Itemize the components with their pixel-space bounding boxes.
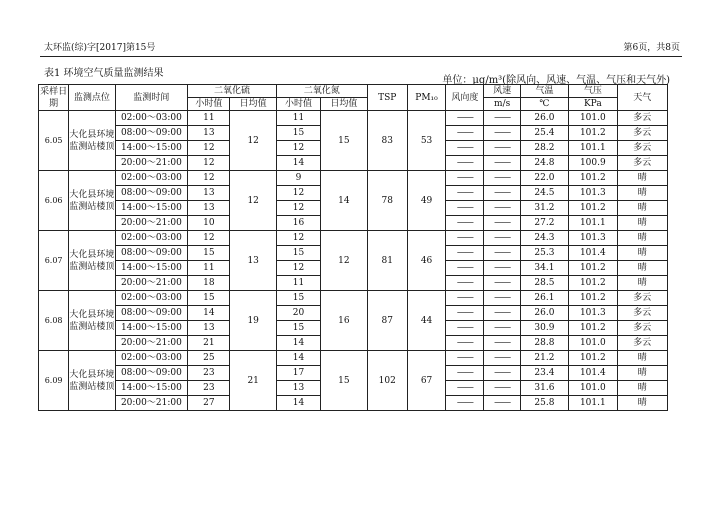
wind-speed-cell: —— bbox=[484, 261, 520, 276]
pressure-cell: 101.0 bbox=[569, 336, 617, 351]
wind-direction-cell: —— bbox=[446, 396, 484, 411]
pressure-cell: 100.9 bbox=[569, 156, 617, 171]
wind-speed-cell: —— bbox=[484, 216, 520, 231]
pressure-cell: 101.2 bbox=[569, 291, 617, 306]
weather-cell: 晴 bbox=[617, 261, 667, 276]
temperature-cell: 24.5 bbox=[520, 186, 568, 201]
pm10-cell: 46 bbox=[407, 231, 445, 291]
date-cell: 6.06 bbox=[39, 171, 69, 231]
wind-speed-cell: —— bbox=[484, 126, 520, 141]
weather-cell: 晴 bbox=[617, 381, 667, 396]
wind-direction-cell: —— bbox=[446, 306, 484, 321]
so2-hourly-cell: 21 bbox=[188, 336, 230, 351]
no2-hourly-cell: 17 bbox=[276, 366, 320, 381]
no2-hourly-cell: 20 bbox=[276, 306, 320, 321]
weather-cell: 晴 bbox=[617, 201, 667, 216]
header-time: 监测时间 bbox=[115, 85, 188, 111]
no2-hourly-cell: 15 bbox=[276, 246, 320, 261]
no2-hourly-cell: 12 bbox=[276, 186, 320, 201]
so2-hourly-cell: 14 bbox=[188, 306, 230, 321]
wind-speed-cell: —— bbox=[484, 186, 520, 201]
date-cell: 6.08 bbox=[39, 291, 69, 351]
so2-hourly-cell: 10 bbox=[188, 216, 230, 231]
wind-speed-cell: —— bbox=[484, 156, 520, 171]
pressure-cell: 101.2 bbox=[569, 171, 617, 186]
wind-speed-cell: —— bbox=[484, 111, 520, 126]
so2-hourly-cell: 11 bbox=[188, 261, 230, 276]
pressure-cell: 101.2 bbox=[569, 201, 617, 216]
wind-direction-cell: —— bbox=[446, 336, 484, 351]
site-cell: 大化县环境监测站楼顶 bbox=[69, 231, 115, 291]
header-rule bbox=[40, 56, 682, 57]
wind-direction-cell: —— bbox=[446, 111, 484, 126]
so2-hourly-cell: 15 bbox=[188, 291, 230, 306]
so2-hourly-cell: 12 bbox=[188, 171, 230, 186]
weather-cell: 晴 bbox=[617, 396, 667, 411]
so2-hourly-cell: 15 bbox=[188, 246, 230, 261]
wind-direction-cell: —— bbox=[446, 141, 484, 156]
wind-direction-cell: —— bbox=[446, 261, 484, 276]
time-cell: 14:00～15:00 bbox=[115, 141, 188, 156]
so2-daily-cell: 19 bbox=[230, 291, 276, 351]
time-cell: 08:00～09:00 bbox=[115, 306, 188, 321]
tsp-cell: 102 bbox=[367, 351, 407, 411]
time-cell: 20:00～21:00 bbox=[115, 216, 188, 231]
no2-hourly-cell: 15 bbox=[276, 126, 320, 141]
wind-direction-cell: —— bbox=[446, 171, 484, 186]
pressure-cell: 101.4 bbox=[569, 366, 617, 381]
so2-hourly-cell: 27 bbox=[188, 396, 230, 411]
pm10-cell: 53 bbox=[407, 111, 445, 171]
no2-hourly-cell: 14 bbox=[276, 156, 320, 171]
no2-hourly-cell: 12 bbox=[276, 141, 320, 156]
table-title: 表1 环境空气质量监测结果 bbox=[44, 68, 164, 79]
temperature-cell: 25.8 bbox=[520, 396, 568, 411]
pm10-cell: 44 bbox=[407, 291, 445, 351]
date-cell: 6.05 bbox=[39, 111, 69, 171]
no2-daily-cell: 12 bbox=[321, 231, 367, 291]
pressure-cell: 101.0 bbox=[569, 381, 617, 396]
no2-hourly-cell: 15 bbox=[276, 291, 320, 306]
pm10-cell: 67 bbox=[407, 351, 445, 411]
weather-cell: 晴 bbox=[617, 216, 667, 231]
no2-hourly-cell: 11 bbox=[276, 276, 320, 291]
date-cell: 6.09 bbox=[39, 351, 69, 411]
header-no2-daily: 日均值 bbox=[321, 98, 367, 111]
wind-speed-cell: —— bbox=[484, 306, 520, 321]
no2-hourly-cell: 12 bbox=[276, 261, 320, 276]
weather-cell: 多云 bbox=[617, 306, 667, 321]
wind-direction-cell: —— bbox=[446, 216, 484, 231]
no2-hourly-cell: 14 bbox=[276, 396, 320, 411]
temperature-cell: 31.2 bbox=[520, 201, 568, 216]
weather-cell: 多云 bbox=[617, 336, 667, 351]
no2-hourly-cell: 11 bbox=[276, 111, 320, 126]
pressure-cell: 101.3 bbox=[569, 306, 617, 321]
temperature-cell: 28.2 bbox=[520, 141, 568, 156]
time-cell: 20:00～21:00 bbox=[115, 396, 188, 411]
time-cell: 20:00～21:00 bbox=[115, 156, 188, 171]
table-body bbox=[39, 111, 668, 411]
weather-cell: 多云 bbox=[617, 321, 667, 336]
pressure-cell: 101.2 bbox=[569, 321, 617, 336]
header-no2: 二氧化氮 bbox=[276, 85, 367, 98]
so2-hourly-cell: 23 bbox=[188, 366, 230, 381]
time-cell: 14:00～15:00 bbox=[115, 261, 188, 276]
time-cell: 02:00～03:00 bbox=[115, 171, 188, 186]
no2-hourly-cell: 13 bbox=[276, 381, 320, 396]
header-wind-speed-unit: m/s bbox=[484, 98, 520, 111]
so2-hourly-cell: 12 bbox=[188, 141, 230, 156]
time-cell: 02:00～03:00 bbox=[115, 351, 188, 366]
wind-direction-cell: —— bbox=[446, 156, 484, 171]
table-row bbox=[39, 231, 668, 246]
pressure-cell: 101.2 bbox=[569, 261, 617, 276]
no2-hourly-cell: 12 bbox=[276, 201, 320, 216]
so2-hourly-cell: 18 bbox=[188, 276, 230, 291]
temperature-cell: 30.9 bbox=[520, 321, 568, 336]
wind-speed-cell: —— bbox=[484, 231, 520, 246]
wind-direction-cell: —— bbox=[446, 321, 484, 336]
site-cell: 大化县环境监测站楼顶 bbox=[69, 171, 115, 231]
pressure-cell: 101.4 bbox=[569, 246, 617, 261]
pressure-cell: 101.3 bbox=[569, 231, 617, 246]
time-cell: 14:00～15:00 bbox=[115, 321, 188, 336]
so2-hourly-cell: 13 bbox=[188, 126, 230, 141]
temperature-cell: 28.8 bbox=[520, 336, 568, 351]
wind-speed-cell: —— bbox=[484, 366, 520, 381]
header-date: 采样日期 bbox=[40, 86, 68, 109]
air-quality-table bbox=[38, 84, 668, 411]
wind-speed-cell: —— bbox=[484, 396, 520, 411]
time-cell: 08:00～09:00 bbox=[115, 246, 188, 261]
wind-direction-cell: —— bbox=[446, 186, 484, 201]
wind-direction-cell: —— bbox=[446, 276, 484, 291]
wind-speed-cell: —— bbox=[484, 351, 520, 366]
so2-daily-cell: 21 bbox=[230, 351, 276, 411]
time-cell: 08:00～09:00 bbox=[115, 186, 188, 201]
table-row bbox=[39, 171, 668, 186]
temperature-cell: 28.5 bbox=[520, 276, 568, 291]
weather-cell: 晴 bbox=[617, 351, 667, 366]
wind-direction-cell: —— bbox=[446, 126, 484, 141]
so2-hourly-cell: 13 bbox=[188, 186, 230, 201]
table-row bbox=[39, 111, 668, 126]
pressure-cell: 101.2 bbox=[569, 126, 617, 141]
weather-cell: 多云 bbox=[617, 291, 667, 306]
wind-direction-cell: —— bbox=[446, 231, 484, 246]
wind-direction-cell: —— bbox=[446, 381, 484, 396]
time-cell: 20:00～21:00 bbox=[115, 336, 188, 351]
so2-daily-cell: 13 bbox=[230, 231, 276, 291]
weather-cell: 多云 bbox=[617, 141, 667, 156]
time-cell: 02:00～03:00 bbox=[115, 231, 188, 246]
wind-speed-cell: —— bbox=[484, 141, 520, 156]
time-cell: 20:00～21:00 bbox=[115, 276, 188, 291]
time-cell: 14:00～15:00 bbox=[115, 201, 188, 216]
tsp-cell: 83 bbox=[367, 111, 407, 171]
so2-hourly-cell: 23 bbox=[188, 381, 230, 396]
no2-hourly-cell: 14 bbox=[276, 336, 320, 351]
weather-cell: 晴 bbox=[617, 246, 667, 261]
so2-hourly-cell: 12 bbox=[188, 231, 230, 246]
wind-speed-cell: —— bbox=[484, 276, 520, 291]
page-number: 第6页，共8页 bbox=[623, 43, 680, 53]
temperature-cell: 26.0 bbox=[520, 111, 568, 126]
header-weather: 天气 bbox=[617, 85, 667, 111]
pressure-cell: 101.1 bbox=[569, 216, 617, 231]
tsp-cell: 81 bbox=[367, 231, 407, 291]
so2-hourly-cell: 25 bbox=[188, 351, 230, 366]
temperature-cell: 24.8 bbox=[520, 156, 568, 171]
wind-speed-cell: —— bbox=[484, 321, 520, 336]
temperature-cell: 34.1 bbox=[520, 261, 568, 276]
temperature-cell: 24.3 bbox=[520, 231, 568, 246]
no2-daily-cell: 15 bbox=[321, 111, 367, 171]
so2-hourly-cell: 13 bbox=[188, 201, 230, 216]
no2-hourly-cell: 12 bbox=[276, 231, 320, 246]
header-no2-hourly: 小时值 bbox=[276, 98, 320, 111]
site-cell: 大化县环境监测站楼顶 bbox=[69, 111, 115, 171]
wind-speed-cell: —— bbox=[484, 201, 520, 216]
no2-hourly-cell: 9 bbox=[276, 171, 320, 186]
temperature-cell: 22.0 bbox=[520, 171, 568, 186]
pressure-cell: 101.1 bbox=[569, 141, 617, 156]
weather-cell: 多云 bbox=[617, 126, 667, 141]
pressure-cell: 101.2 bbox=[569, 351, 617, 366]
tsp-cell: 87 bbox=[367, 291, 407, 351]
wind-speed-cell: —— bbox=[484, 246, 520, 261]
header-so2: 二氧化硫 bbox=[188, 85, 277, 98]
no2-daily-cell: 15 bbox=[321, 351, 367, 411]
temperature-cell: 26.1 bbox=[520, 291, 568, 306]
table-row bbox=[39, 291, 668, 306]
site-cell: 大化县环境监测站楼顶 bbox=[69, 351, 115, 411]
no2-hourly-cell: 15 bbox=[276, 321, 320, 336]
pressure-cell: 101.2 bbox=[569, 276, 617, 291]
temperature-cell: 31.6 bbox=[520, 381, 568, 396]
so2-daily-cell: 12 bbox=[230, 111, 276, 171]
time-cell: 14:00～15:00 bbox=[115, 381, 188, 396]
so2-hourly-cell: 13 bbox=[188, 321, 230, 336]
wind-direction-cell: —— bbox=[446, 201, 484, 216]
pressure-cell: 101.3 bbox=[569, 186, 617, 201]
tsp-cell: 78 bbox=[367, 171, 407, 231]
header-temperature-unit: ℃ bbox=[520, 98, 568, 111]
time-cell: 08:00～09:00 bbox=[115, 366, 188, 381]
weather-cell: 晴 bbox=[617, 366, 667, 381]
wind-speed-cell: —— bbox=[484, 171, 520, 186]
weather-cell: 晴 bbox=[617, 276, 667, 291]
so2-daily-cell: 12 bbox=[230, 171, 276, 231]
temperature-cell: 23.4 bbox=[520, 366, 568, 381]
wind-direction-cell: —— bbox=[446, 351, 484, 366]
temperature-cell: 25.4 bbox=[520, 126, 568, 141]
no2-daily-cell: 16 bbox=[321, 291, 367, 351]
time-cell: 02:00～03:00 bbox=[115, 111, 188, 126]
pressure-cell: 101.1 bbox=[569, 396, 617, 411]
temperature-cell: 25.3 bbox=[520, 246, 568, 261]
weather-cell: 晴 bbox=[617, 231, 667, 246]
header-pressure: 气压 bbox=[569, 85, 617, 98]
weather-cell: 多云 bbox=[617, 111, 667, 126]
header-pm10: PM₁₀ bbox=[407, 85, 445, 111]
time-cell: 08:00～09:00 bbox=[115, 126, 188, 141]
header-site: 监测点位 bbox=[69, 85, 115, 111]
no2-daily-cell: 14 bbox=[321, 171, 367, 231]
weather-cell: 晴 bbox=[617, 186, 667, 201]
weather-cell: 晴 bbox=[617, 171, 667, 186]
date-cell: 6.07 bbox=[39, 231, 69, 291]
time-cell: 02:00～03:00 bbox=[115, 291, 188, 306]
table-row bbox=[39, 351, 668, 366]
wind-direction-cell: —— bbox=[446, 246, 484, 261]
site-cell: 大化县环境监测站楼顶 bbox=[69, 291, 115, 351]
so2-hourly-cell: 12 bbox=[188, 156, 230, 171]
header-pressure-unit: KPa bbox=[569, 98, 617, 111]
pressure-cell: 101.0 bbox=[569, 111, 617, 126]
header-wind-speed: 风速 bbox=[484, 85, 520, 98]
document-number: 太环监(综)字[2017]第15号 bbox=[44, 43, 156, 53]
header-wind-direction: 风向度 bbox=[446, 85, 484, 111]
pm10-cell: 49 bbox=[407, 171, 445, 231]
wind-direction-cell: —— bbox=[446, 291, 484, 306]
unit-note: 单位：μg/m³(除风向、风速、气温、气压和天气外) bbox=[442, 75, 670, 86]
wind-speed-cell: —— bbox=[484, 336, 520, 351]
no2-hourly-cell: 16 bbox=[276, 216, 320, 231]
header-so2-hourly: 小时值 bbox=[188, 98, 230, 111]
temperature-cell: 27.2 bbox=[520, 216, 568, 231]
temperature-cell: 21.2 bbox=[520, 351, 568, 366]
weather-cell: 多云 bbox=[617, 156, 667, 171]
temperature-cell: 26.0 bbox=[520, 306, 568, 321]
wind-direction-cell: —— bbox=[446, 366, 484, 381]
wind-speed-cell: —— bbox=[484, 291, 520, 306]
header-tsp: TSP bbox=[367, 85, 407, 111]
header-so2-daily: 日均值 bbox=[230, 98, 276, 111]
no2-hourly-cell: 14 bbox=[276, 351, 320, 366]
header-temperature: 气温 bbox=[520, 85, 568, 98]
so2-hourly-cell: 11 bbox=[188, 111, 230, 126]
wind-speed-cell: —— bbox=[484, 381, 520, 396]
